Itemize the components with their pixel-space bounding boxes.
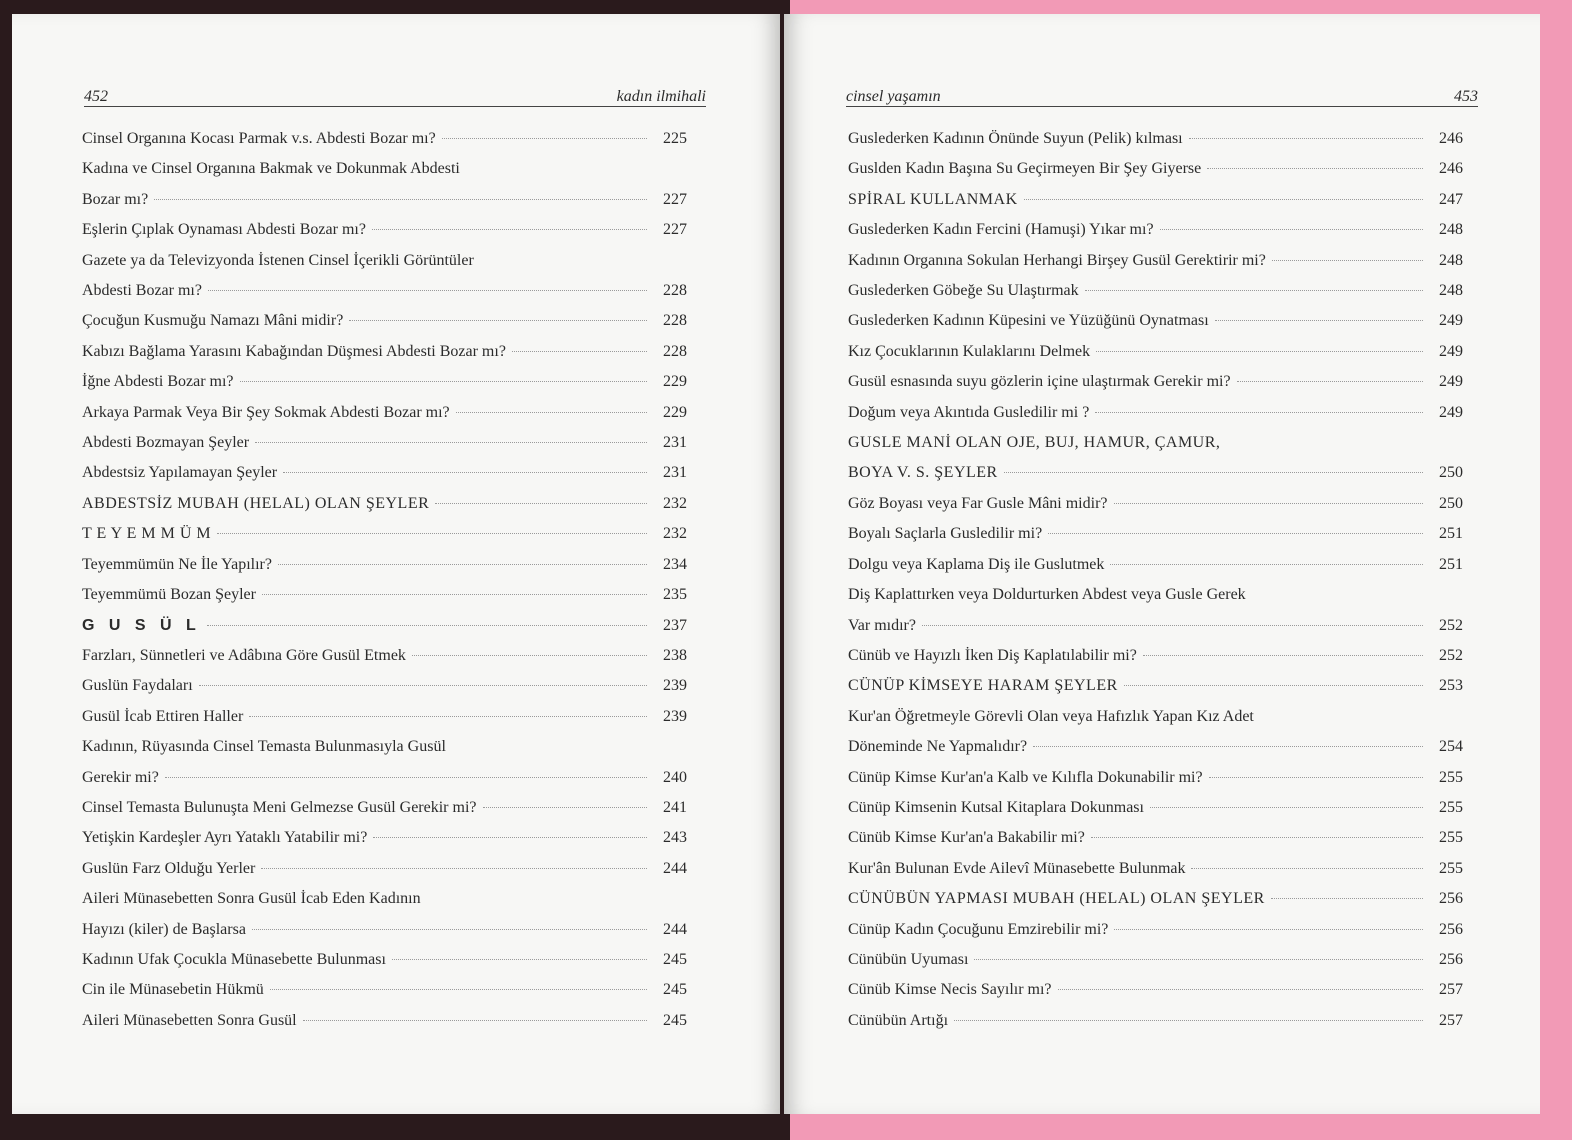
toc-entry-title: Gusül esnasında suyu gözlerin içine ulaştırmak Gerekir mi? (848, 373, 1231, 391)
toc-entry-row (848, 124, 1463, 154)
toc-entry-row (82, 276, 687, 306)
toc-entry-title: G U S Ü L (82, 616, 201, 634)
toc-entry-row (848, 854, 1463, 884)
toc-entry (848, 975, 1463, 1005)
toc-entry-page: 227 (663, 190, 687, 208)
toc-entry-page: 235 (663, 586, 687, 604)
toc-entry (848, 550, 1463, 580)
toc-entry-title: Göz Boyası veya Far Gusle Mâni midir? (848, 494, 1108, 512)
toc-entry-page: 228 (663, 342, 687, 360)
toc-entry-page: 229 (663, 403, 687, 421)
toc-entry-page: 249 (1439, 342, 1463, 360)
toc-entry (82, 398, 687, 428)
toc-entry-title: Cünübün Artığı (848, 1011, 949, 1029)
toc-entry-page: 250 (1439, 494, 1463, 512)
toc-entry (82, 154, 687, 215)
toc-entry-title: Guslederken Kadının Küpesini ve Yüzüğünü Oynatması (848, 312, 1209, 330)
toc-entry-page: 229 (663, 373, 687, 391)
toc-entry-title: BOYA V. S. ŞEYLER (848, 464, 998, 482)
leader-dots (442, 138, 647, 139)
leader-dots (1048, 533, 1423, 534)
toc-entry-row (82, 671, 687, 701)
toc-entry-page: 252 (1439, 646, 1463, 664)
toc-entry (82, 884, 687, 945)
toc-entry-page: 251 (1439, 525, 1463, 543)
leader-dots (165, 777, 647, 778)
toc-entry-row (82, 611, 687, 641)
toc-entry (82, 215, 687, 245)
toc-entry-page: 227 (663, 221, 687, 239)
toc-entry (82, 702, 687, 732)
toc-entry-page: 231 (663, 464, 687, 482)
toc-entry-row (82, 702, 687, 732)
toc-entry-page: 249 (1439, 373, 1463, 391)
toc-entry-page: 247 (1439, 190, 1463, 208)
leader-dots (1004, 472, 1423, 473)
toc-entry-title: Var mıdır? (848, 616, 916, 634)
toc-entry-page: 253 (1439, 677, 1463, 695)
toc-entry-page: 241 (663, 798, 687, 816)
toc-entry-row (848, 337, 1463, 367)
toc-entry-row (848, 276, 1463, 306)
toc-entry-title: Boyalı Saçlarla Gusledilir mi? (848, 525, 1043, 543)
toc-entry-row (82, 398, 687, 428)
toc-entry (82, 641, 687, 671)
toc-entry (848, 884, 1463, 914)
running-title: kadın ilmihali (616, 88, 706, 105)
toc-entry-page: 245 (663, 981, 687, 999)
toc-entry-title: Teyemmümün Ne İle Yapılır? (82, 555, 272, 573)
toc-entry-page: 255 (1439, 859, 1463, 877)
toc-entry-row (82, 580, 687, 610)
leader-dots (974, 959, 1423, 960)
toc-entry-page: 257 (1439, 981, 1463, 999)
leader-dots (262, 594, 647, 595)
toc-entry-title: Cünüb Kimse Necis Sayılır mı? (848, 981, 1052, 999)
toc-entry-title: Guslederken Kadının Önünde Suyun (Pelik) kılması (848, 130, 1183, 147)
leader-dots (1150, 807, 1423, 808)
toc-entry-title: Kız Çocuklarının Kulaklarını Delmek (848, 342, 1091, 360)
toc-entry-title: Kabızı Bağlama Yarasını Kabağından Düşmesi Abdesti Bozar mı? (82, 342, 506, 360)
running-head-left (84, 80, 706, 107)
toc-entry-page: 232 (663, 525, 687, 543)
leader-dots (372, 229, 647, 230)
toc-entry-page: 249 (1439, 403, 1463, 421)
toc-entry (848, 519, 1463, 549)
toc-entry-row (82, 519, 687, 549)
toc-entry-title: Cinsel Organına Kocası Parmak v.s. Abdesti Bozar mı? (82, 130, 436, 147)
leader-dots (1191, 868, 1423, 869)
toc-entry (82, 1006, 687, 1036)
toc-entry-row (848, 246, 1463, 276)
toc-entry-page: 256 (1439, 950, 1463, 968)
toc-entry (848, 793, 1463, 823)
toc-entry-row (848, 519, 1463, 549)
leader-dots (303, 1020, 647, 1021)
leader-dots (240, 381, 647, 382)
toc-entry (82, 367, 687, 397)
toc-entry-page: 234 (663, 555, 687, 573)
toc-entry-title: Cünüb Kimse Kur'an'a Bakabilir mi? (848, 829, 1085, 847)
toc-entry-title: Hayızı (kiler) de Başlarsa (82, 920, 246, 938)
toc-entry (848, 580, 1463, 641)
leader-dots (278, 564, 647, 565)
toc-entry-row (82, 823, 687, 853)
toc-entry (82, 975, 687, 1005)
toc-entry-title: ABDESTSİZ MUBAH (HELAL) OLAN ŞEYLER (82, 494, 430, 512)
toc-entry-row (848, 215, 1463, 245)
toc-entry-row (82, 763, 687, 793)
leader-dots (483, 807, 648, 808)
leader-dots (392, 959, 647, 960)
toc-entry (82, 124, 687, 154)
toc-entry (82, 611, 687, 641)
toc-entry-title: Eşlerin Çıplak Oynaması Abdesti Bozar mı? (82, 221, 366, 239)
toc-entry-page: 248 (1439, 221, 1463, 239)
toc-entry-title: Çocuğun Kusmuğu Namazı Mâni midir? (82, 312, 344, 330)
toc-entry-page: 257 (1439, 1011, 1463, 1029)
leader-dots (1209, 777, 1423, 778)
toc-entry-page: 240 (663, 768, 687, 786)
toc-entry (848, 1006, 1463, 1036)
toc-entry-row (848, 915, 1463, 945)
toc-entry-title: Bozar mı? (82, 190, 149, 208)
toc-entry-row (82, 458, 687, 488)
toc-entry (82, 945, 687, 975)
toc-entry-row (848, 763, 1463, 793)
toc-entry-title: Döneminde Ne Yapmalıdır? (848, 738, 1028, 756)
toc-entry (82, 854, 687, 884)
toc-entry-row (848, 398, 1463, 428)
leader-dots (154, 199, 647, 200)
toc-entry (848, 671, 1463, 701)
toc-entry-title: Cünüp Kimse Kur'an'a Kalb ve Kılıfla Dokunabilir mi? (848, 768, 1203, 786)
toc-entry-row (848, 306, 1463, 336)
toc-entry-page: 246 (1439, 130, 1463, 147)
toc-entry-page: 245 (663, 1011, 687, 1029)
toc-entry (848, 945, 1463, 975)
toc-entry-title: Guslün Faydaları (82, 677, 193, 695)
toc-entry (848, 854, 1463, 884)
toc-entry-title: Guslün Farz Olduğu Yerler (82, 859, 256, 877)
leader-dots (1207, 168, 1423, 169)
toc-entry-title: Guslden Kadın Başına Su Geçirmeyen Bir Şey Giyerse (848, 160, 1202, 178)
toc-entry (848, 641, 1463, 671)
toc-entry (848, 306, 1463, 336)
toc-entry-page: 255 (1439, 768, 1463, 786)
toc-entry-page: 237 (663, 616, 687, 634)
toc-entry (848, 215, 1463, 245)
toc-entry-row (82, 215, 687, 245)
toc-entry-title: Dolgu veya Kaplama Diş ile Guslutmek (848, 555, 1105, 573)
leader-dots (1271, 898, 1423, 899)
leader-dots (1024, 199, 1423, 200)
leader-dots (1189, 138, 1423, 139)
toc-entry-page: 246 (1439, 160, 1463, 178)
toc-entry (848, 154, 1463, 184)
toc-entry-title: Arkaya Parmak Veya Bir Şey Sokmak Abdesti Bozar mı? (82, 403, 450, 421)
leader-dots (954, 1020, 1423, 1021)
toc-entry-page: 254 (1439, 738, 1463, 756)
leader-dots (373, 837, 647, 838)
toc-entry-page: 228 (663, 312, 687, 330)
toc-entry-title: Farzları, Sünnetleri ve Adâbına Göre Gusül Etmek (82, 646, 406, 664)
toc-entry-title: Cinsel Temasta Bulunuşta Meni Gelmezse Gusül Gerekir mi? (82, 798, 477, 816)
toc-entry-row (848, 489, 1463, 519)
toc-entry (848, 367, 1463, 397)
table-of-contents-left (82, 124, 687, 1036)
toc-entry-title: Kadının Ufak Çocukla Münasebette Bulunması (82, 950, 386, 968)
toc-entry-title: Cünüb ve Hayızlı İken Diş Kaplatılabilir mi? (848, 646, 1137, 664)
toc-entry-title: Aileri Münasebetten Sonra Gusül İcab Eden Kadının (82, 890, 421, 908)
leader-dots (1215, 320, 1423, 321)
toc-entry-row (82, 185, 687, 215)
leader-dots (1237, 381, 1423, 382)
toc-entry (82, 732, 687, 793)
toc-entry-page: 248 (1439, 282, 1463, 300)
leader-dots (1114, 503, 1424, 504)
toc-entry-title: CÜNÜP KİMSEYE HARAM ŞEYLER (848, 677, 1118, 695)
toc-entry-title: Cünüp Kadın Çocuğunu Emzirebilir mi? (848, 920, 1109, 938)
toc-entry (82, 519, 687, 549)
toc-entry-row (848, 641, 1463, 671)
toc-entry-title: Guslederken Göbeğe Su Ulaştırmak (848, 282, 1079, 300)
toc-entry-title: Kadının Organına Sokulan Herhangi Birşey Gusül Gerektirir mi? (848, 251, 1266, 269)
toc-entry-page: 231 (663, 434, 687, 452)
table-of-contents-right (848, 124, 1463, 1036)
toc-entry-row (848, 975, 1463, 1005)
toc-entry-row (848, 884, 1463, 914)
toc-entry-title: Gerekir mi? (82, 768, 159, 786)
toc-entry-row (848, 732, 1463, 762)
toc-entry-title: Abdesti Bozar mı? (82, 282, 202, 300)
toc-entry (82, 337, 687, 367)
toc-entry-row (82, 337, 687, 367)
leader-dots (1124, 685, 1423, 686)
toc-entry-row (82, 945, 687, 975)
left-page (12, 14, 780, 1114)
toc-entry (848, 702, 1463, 763)
toc-entry-row (82, 124, 687, 154)
toc-entry-title: GUSLE MANİ OLAN OJE, BUJ, HAMUR, ÇAMUR, (848, 434, 1221, 452)
toc-entry-row (82, 550, 687, 580)
toc-entry-page: 243 (663, 829, 687, 847)
toc-entry-page: 225 (663, 130, 687, 147)
leader-dots (1033, 746, 1423, 747)
toc-entry-row (82, 975, 687, 1005)
leader-dots (1143, 655, 1423, 656)
leader-dots (208, 290, 647, 291)
toc-entry (848, 398, 1463, 428)
leader-dots (349, 320, 647, 321)
leader-dots (1272, 260, 1423, 261)
toc-entry-page: 251 (1439, 555, 1463, 573)
toc-entry (848, 763, 1463, 793)
toc-entry-title: Kur'ân Bulunan Evde Ailevî Münasebette Bulunmak (848, 859, 1186, 877)
toc-entry-title: Teyemmümü Bozan Şeyler (82, 586, 256, 604)
leader-dots (252, 929, 647, 930)
toc-entry (848, 915, 1463, 945)
toc-entry-page: 248 (1439, 251, 1463, 269)
toc-entry-row (848, 367, 1463, 397)
toc-entry (848, 489, 1463, 519)
leader-dots (1085, 290, 1423, 291)
leader-dots (207, 625, 647, 626)
page-number: 452 (84, 88, 108, 105)
toc-entry-page: 256 (1439, 890, 1463, 908)
leader-dots (283, 472, 647, 473)
toc-entry-page: 239 (663, 677, 687, 695)
toc-entry-row (82, 489, 687, 519)
toc-entry-page: 250 (1439, 464, 1463, 482)
toc-entry-title: T E Y E M M Ü M (82, 525, 212, 543)
toc-entry-title: Cünüp Kimsenin Kutsal Kitaplara Dokunması (848, 798, 1144, 816)
toc-entry-page: 255 (1439, 829, 1463, 847)
leader-dots (1114, 929, 1423, 930)
toc-entry-row (82, 915, 687, 945)
leader-dots (255, 442, 647, 443)
toc-entry (82, 550, 687, 580)
toc-entry-title: Diş Kaplattırken veya Doldurturken Abdest veya Gusle Gerek (848, 586, 1246, 604)
running-title: cinsel yaşamın (846, 88, 941, 105)
leader-dots (435, 503, 647, 504)
toc-entry-page: 255 (1439, 798, 1463, 816)
toc-entry-row (82, 367, 687, 397)
toc-entry-title: Cünübün Uyuması (848, 950, 969, 968)
toc-entry-title: Kur'an Öğretmeyle Görevli Olan veya Hafızlık Yapan Kız Adet (848, 707, 1254, 725)
toc-entry (82, 306, 687, 336)
leader-dots (217, 533, 647, 534)
toc-entry-title: Cin ile Münasebetin Hükmü (82, 981, 264, 999)
toc-entry-title: Abdestsiz Yapılamayan Şeyler (82, 464, 278, 482)
right-page (784, 14, 1540, 1114)
leader-dots (1110, 564, 1423, 565)
toc-entry-row (82, 641, 687, 671)
leader-dots (261, 868, 647, 869)
toc-entry-page: 245 (663, 950, 687, 968)
leader-dots (1091, 837, 1423, 838)
toc-entry (848, 337, 1463, 367)
leader-dots (412, 655, 647, 656)
toc-entry-page: 244 (663, 920, 687, 938)
toc-entry (82, 428, 687, 458)
toc-entry (848, 276, 1463, 306)
toc-entry-row (848, 185, 1463, 215)
toc-entry (82, 489, 687, 519)
leader-dots (512, 351, 647, 352)
toc-entry-row (848, 793, 1463, 823)
toc-entry-title: Yetişkin Kardeşler Ayrı Yataklı Yatabilir mi? (82, 829, 368, 847)
toc-entry-page: 232 (663, 494, 687, 512)
toc-entry-page: 252 (1439, 616, 1463, 634)
toc-entry-page: 239 (663, 707, 687, 725)
leader-dots (199, 685, 647, 686)
toc-entry-page: 244 (663, 859, 687, 877)
toc-entry-page: 238 (663, 646, 687, 664)
toc-entry-row (848, 550, 1463, 580)
toc-entry-row (848, 945, 1463, 975)
toc-entry-title: Gusül İcab Ettiren Haller (82, 707, 244, 725)
toc-entry-page: 228 (663, 282, 687, 300)
toc-entry-title: Guslederken Kadın Fercini (Hamuşi) Yıkar mı? (848, 221, 1154, 239)
toc-entry-title: SPİRAL KULLANMAK (848, 190, 1018, 208)
toc-entry (82, 458, 687, 488)
leader-dots (922, 625, 1423, 626)
leader-dots (1095, 412, 1423, 413)
toc-entry (82, 246, 687, 307)
page-number: 453 (1454, 88, 1478, 105)
toc-entry-page: 256 (1439, 920, 1463, 938)
toc-entry (848, 124, 1463, 154)
toc-entry-row (848, 671, 1463, 701)
leader-dots (270, 989, 647, 990)
toc-entry-row (848, 611, 1463, 641)
toc-entry (82, 823, 687, 853)
toc-entry (848, 428, 1463, 489)
leader-dots (1160, 229, 1423, 230)
toc-entry-title: Gazete ya da Televizyonda İstenen Cinsel İçerikli Görüntüler (82, 251, 474, 269)
toc-entry-row (848, 458, 1463, 488)
toc-entry (82, 793, 687, 823)
toc-entry-row (82, 1006, 687, 1036)
toc-entry (82, 580, 687, 610)
leader-dots (1096, 351, 1423, 352)
toc-entry (848, 823, 1463, 853)
toc-entry-row (848, 823, 1463, 853)
toc-entry-title: CÜNÜBÜN YAPMASI MUBAH (HELAL) OLAN ŞEYLER (848, 890, 1265, 908)
toc-entry-page: 249 (1439, 312, 1463, 330)
toc-entry (848, 185, 1463, 215)
toc-entry-title: Abdesti Bozmayan Şeyler (82, 434, 250, 452)
toc-entry-row (848, 1006, 1463, 1036)
running-head-right (846, 80, 1478, 107)
toc-entry-row (82, 306, 687, 336)
toc-entry (82, 671, 687, 701)
leader-dots (456, 412, 647, 413)
leader-dots (1058, 989, 1423, 990)
toc-entry-row (848, 154, 1463, 184)
toc-entry (848, 246, 1463, 276)
toc-entry-title: İğne Abdesti Bozar mı? (82, 373, 234, 391)
toc-entry-row (82, 793, 687, 823)
toc-entry-title: Doğum veya Akıntıda Gusledilir mi ? (848, 403, 1090, 421)
leader-dots (249, 716, 647, 717)
toc-entry-title: Kadına ve Cinsel Organına Bakmak ve Dokunmak Abdesti (82, 160, 460, 178)
toc-entry-title: Aileri Münasebetten Sonra Gusül (82, 1011, 297, 1029)
toc-entry-row (82, 428, 687, 458)
toc-entry-title: Kadının, Rüyasında Cinsel Temasta Bulunmasıyla Gusül (82, 738, 446, 756)
toc-entry-row (82, 854, 687, 884)
